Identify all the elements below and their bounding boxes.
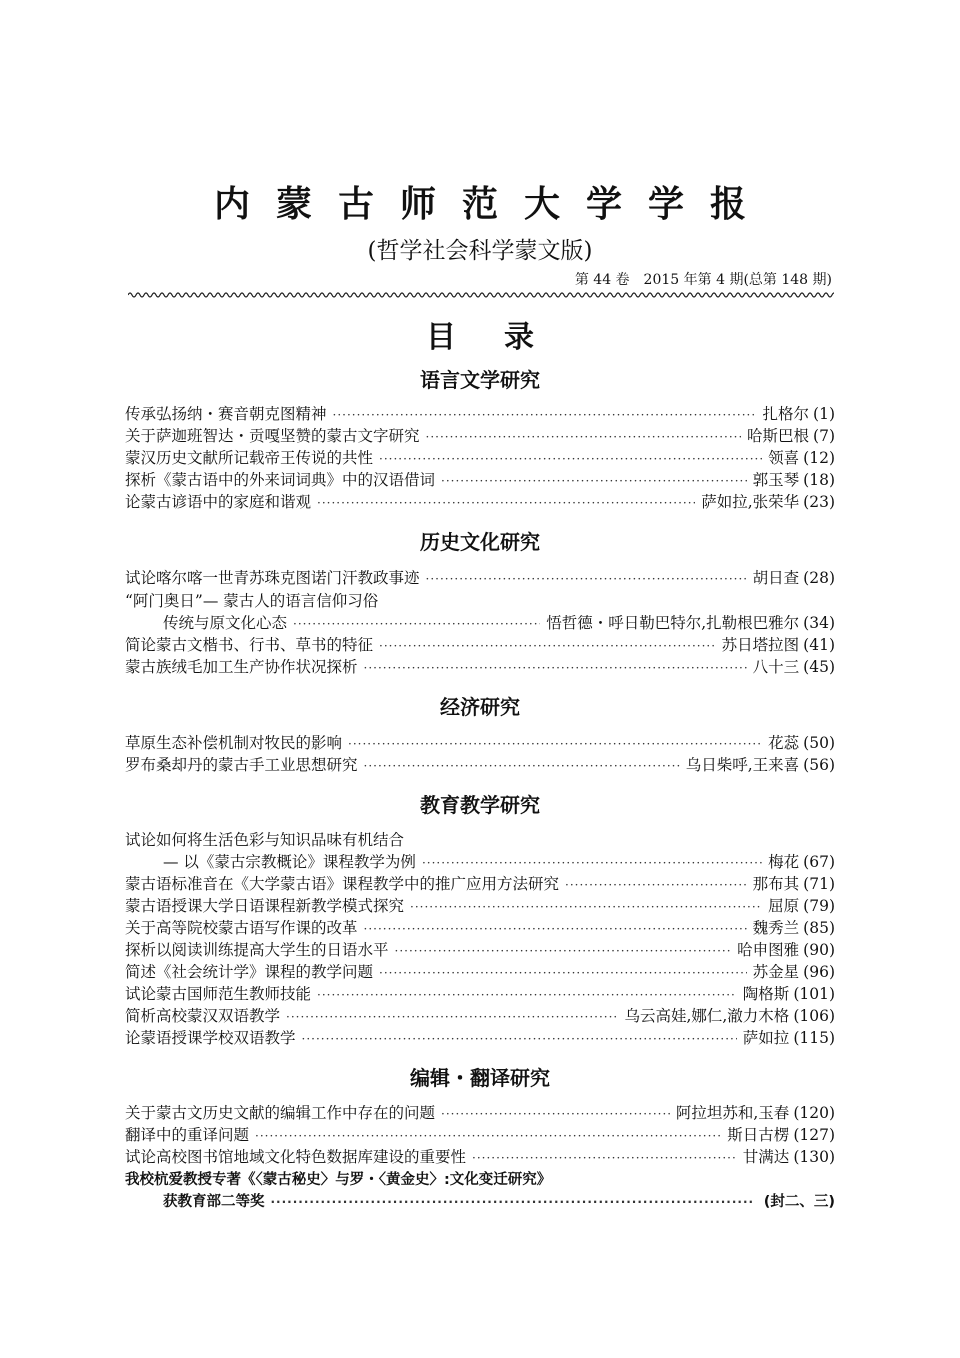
leader-dots	[379, 966, 747, 980]
entry-page: (12)	[803, 449, 835, 467]
leader-dots	[293, 617, 540, 631]
leader-dots	[286, 1010, 618, 1024]
entry-author: 阿拉坦苏和,玉春	[675, 1104, 790, 1122]
entry-page: (1)	[813, 405, 835, 423]
toc-entry[interactable]	[125, 731, 835, 753]
entry-title: 简论蒙古文楷书、行书、草书的特征	[125, 636, 374, 654]
entry-page: (23)	[803, 493, 835, 511]
entry-author: 那布其	[752, 875, 800, 893]
toc-entry[interactable]	[125, 468, 835, 490]
toc-entry[interactable]	[125, 1123, 835, 1145]
toc-heading: 目录	[426, 320, 582, 355]
entry-page: (79)	[803, 897, 835, 915]
entry-title: 关于萨迦班智达・贡嘎坚赞的蒙古文字研究	[125, 427, 420, 445]
journal-subtitle: (哲学社会科学蒙文版)	[367, 238, 593, 264]
entry-page: (56)	[803, 756, 835, 774]
entry-author: 苏金星	[752, 963, 800, 981]
wave-divider	[128, 290, 834, 300]
entry-title-continuation: 获教育部二等奖	[163, 1194, 265, 1210]
toc-entry[interactable]	[125, 960, 835, 982]
toc-entry[interactable]	[125, 938, 835, 960]
entry-page: (45)	[803, 658, 835, 676]
entry-page: (67)	[803, 853, 835, 871]
leader-dots	[348, 737, 762, 751]
toc-entry[interactable]	[125, 402, 835, 424]
entry-author: 萨如拉	[742, 1029, 790, 1047]
entry-title: 蒙汉历史文献所记载帝王传说的共性	[125, 449, 374, 467]
entry-author: 甘满达	[742, 1148, 790, 1166]
toc-entry[interactable]	[125, 655, 835, 677]
entry-title[interactable]: “阿门奥日”— 蒙古人的语言信仰习俗	[125, 592, 379, 610]
entry-page: (34)	[803, 614, 835, 632]
entry-title: 蒙古语授课大学日语课程新教学模式探究	[125, 897, 405, 915]
entry-author: 梅花	[768, 853, 800, 871]
toc-entry[interactable]	[125, 1004, 835, 1026]
toc-entry[interactable]	[125, 1026, 835, 1048]
entry-author: 八十三	[752, 658, 800, 676]
entry-page: (120)	[793, 1104, 835, 1122]
leader-dots	[271, 1195, 754, 1209]
leader-dots	[441, 474, 747, 488]
entry-title: 关于高等院校蒙古语写作课的改革	[125, 919, 358, 937]
entry-page: (96)	[803, 963, 835, 981]
toc-entry[interactable]	[125, 566, 835, 588]
entry-author: 哈斯巴根	[747, 427, 810, 445]
entry-title-continuation: — 以《蒙古宗教概论》课程教学为例	[163, 853, 416, 871]
entry-page: (封二、三)	[763, 1194, 835, 1210]
entry-page: (90)	[803, 941, 835, 959]
entry-page: (85)	[803, 919, 835, 937]
entry-author: 花蕊	[768, 734, 800, 752]
entry-title: 蒙古族绒毛加工生产协作状况探析	[125, 658, 358, 676]
entry-title: 简述《社会统计学》课程的教学问题	[125, 963, 374, 981]
journal-title: 内蒙古师范大学学报	[213, 183, 772, 225]
entry-page: (50)	[803, 734, 835, 752]
entry-author: 悟哲德・呼日勒巴特尔,扎勒根巴雅尔	[546, 614, 800, 632]
entry-title-continuation: 传统与原文化心态	[163, 614, 288, 632]
entry-title: 简析高校蒙汉双语教学	[125, 1007, 281, 1025]
entry-author: 领喜	[768, 449, 800, 467]
entry-page: (28)	[803, 569, 835, 587]
entry-title: 蒙古语标准音在《大学蒙古语》课程教学中的推广应用方法研究	[125, 875, 560, 893]
entry-title: 探析以阅读训练提高大学生的日语水平	[125, 941, 389, 959]
toc-entry[interactable]	[125, 894, 835, 916]
section-title-language-literature: 语言文学研究	[420, 368, 540, 392]
entry-title: 论蒙语授课学校双语教学	[125, 1029, 296, 1047]
entry-title: 试论高校图书馆地域文化特色数据库建设的重要性	[125, 1148, 467, 1166]
toc-entry[interactable]	[125, 446, 835, 468]
entry-title[interactable]: 试论如何将生活色彩与知识品味有机结合	[125, 831, 405, 849]
toc-entry[interactable]	[163, 611, 835, 633]
entry-author: 陶格斯	[742, 985, 790, 1003]
leader-dots	[426, 572, 747, 586]
entry-title: 试论蒙古国师范生教师技能	[125, 985, 312, 1003]
entry-page: (71)	[803, 875, 835, 893]
entry-title: 草原生态补偿机制对牧民的影响	[125, 734, 343, 752]
section-title-editing-translation: 编辑・翻译研究	[410, 1066, 550, 1090]
award-notice-title[interactable]: 我校杭爱教授专著《〈蒙古秘史〉与罗・〈黄金史〉:文化变迁研究》	[125, 1172, 552, 1188]
entry-page: (127)	[793, 1126, 835, 1144]
entry-page: (115)	[793, 1029, 835, 1047]
toc-entry[interactable]	[125, 753, 835, 775]
leader-dots	[410, 900, 762, 914]
leader-dots	[379, 452, 762, 466]
entry-page: (7)	[813, 427, 835, 445]
toc-entry[interactable]	[163, 1190, 835, 1212]
leader-dots	[302, 1032, 737, 1046]
section-title-economics: 经济研究	[440, 695, 520, 719]
leader-dots	[422, 856, 762, 870]
entry-title: 关于蒙古文历史文献的编辑工作中存在的问题	[125, 1104, 436, 1122]
leader-dots	[364, 661, 747, 675]
leader-dots	[364, 922, 747, 936]
entry-author: 斯日古楞	[727, 1126, 790, 1144]
entry-author: 乌云高娃,娜仁,澈力木格	[624, 1007, 790, 1025]
section-title-education: 教育教学研究	[420, 793, 540, 817]
entry-author: 萨如拉,张荣华	[701, 493, 800, 511]
entry-page: (106)	[793, 1007, 835, 1025]
leader-dots	[333, 408, 757, 422]
issue-info: 第 44 卷 2015 年第 4 期(总第 148 期)	[574, 272, 832, 288]
toc-entry[interactable]	[125, 872, 835, 894]
leader-dots	[317, 496, 695, 510]
entry-author: 哈申图雅	[737, 941, 800, 959]
leader-dots	[317, 988, 737, 1002]
entry-title: 翻译中的重译问题	[125, 1126, 250, 1144]
leader-dots	[426, 430, 742, 444]
entry-author: 苏日塔拉图	[721, 636, 800, 654]
entry-page: (130)	[793, 1148, 835, 1166]
entry-title: 传承弘扬纳・赛音朝克图精神	[125, 405, 327, 423]
entry-title: 探析《蒙古语中的外来词词典》中的汉语借词	[125, 471, 436, 489]
leader-dots	[255, 1129, 721, 1143]
toc-entry[interactable]	[125, 982, 835, 1004]
entry-title: 试论喀尔喀一世青苏珠克图诺门汗教政事迹	[125, 569, 420, 587]
entry-author: 扎格尔	[762, 405, 810, 423]
toc-entry[interactable]	[125, 1101, 835, 1123]
entry-page: (18)	[803, 471, 835, 489]
entry-title: 罗布桑却丹的蒙古手工业思想研究	[125, 756, 358, 774]
toc-entry[interactable]	[125, 916, 835, 938]
toc-entry[interactable]	[125, 490, 835, 512]
toc-entry[interactable]	[163, 850, 835, 872]
entry-author: 乌日柴呼,王来喜	[685, 756, 800, 774]
toc-entry[interactable]	[125, 1145, 835, 1167]
entry-author: 魏秀兰	[752, 919, 800, 937]
entry-author: 郭玉琴	[752, 471, 800, 489]
section-title-history-culture: 历史文化研究	[420, 530, 540, 554]
leader-dots	[472, 1151, 737, 1165]
entry-page: (101)	[793, 985, 835, 1003]
entry-author: 胡日查	[752, 569, 800, 587]
entry-title: 论蒙古谚语中的家庭和谐观	[125, 493, 312, 511]
leader-dots	[441, 1107, 670, 1121]
entry-author: 屈原	[768, 897, 800, 915]
leader-dots	[395, 944, 732, 958]
toc-entry[interactable]	[125, 633, 835, 655]
leader-dots	[379, 639, 716, 653]
entry-page: (41)	[803, 636, 835, 654]
leader-dots	[364, 759, 680, 773]
leader-dots	[565, 878, 747, 892]
toc-entry[interactable]	[125, 424, 835, 446]
